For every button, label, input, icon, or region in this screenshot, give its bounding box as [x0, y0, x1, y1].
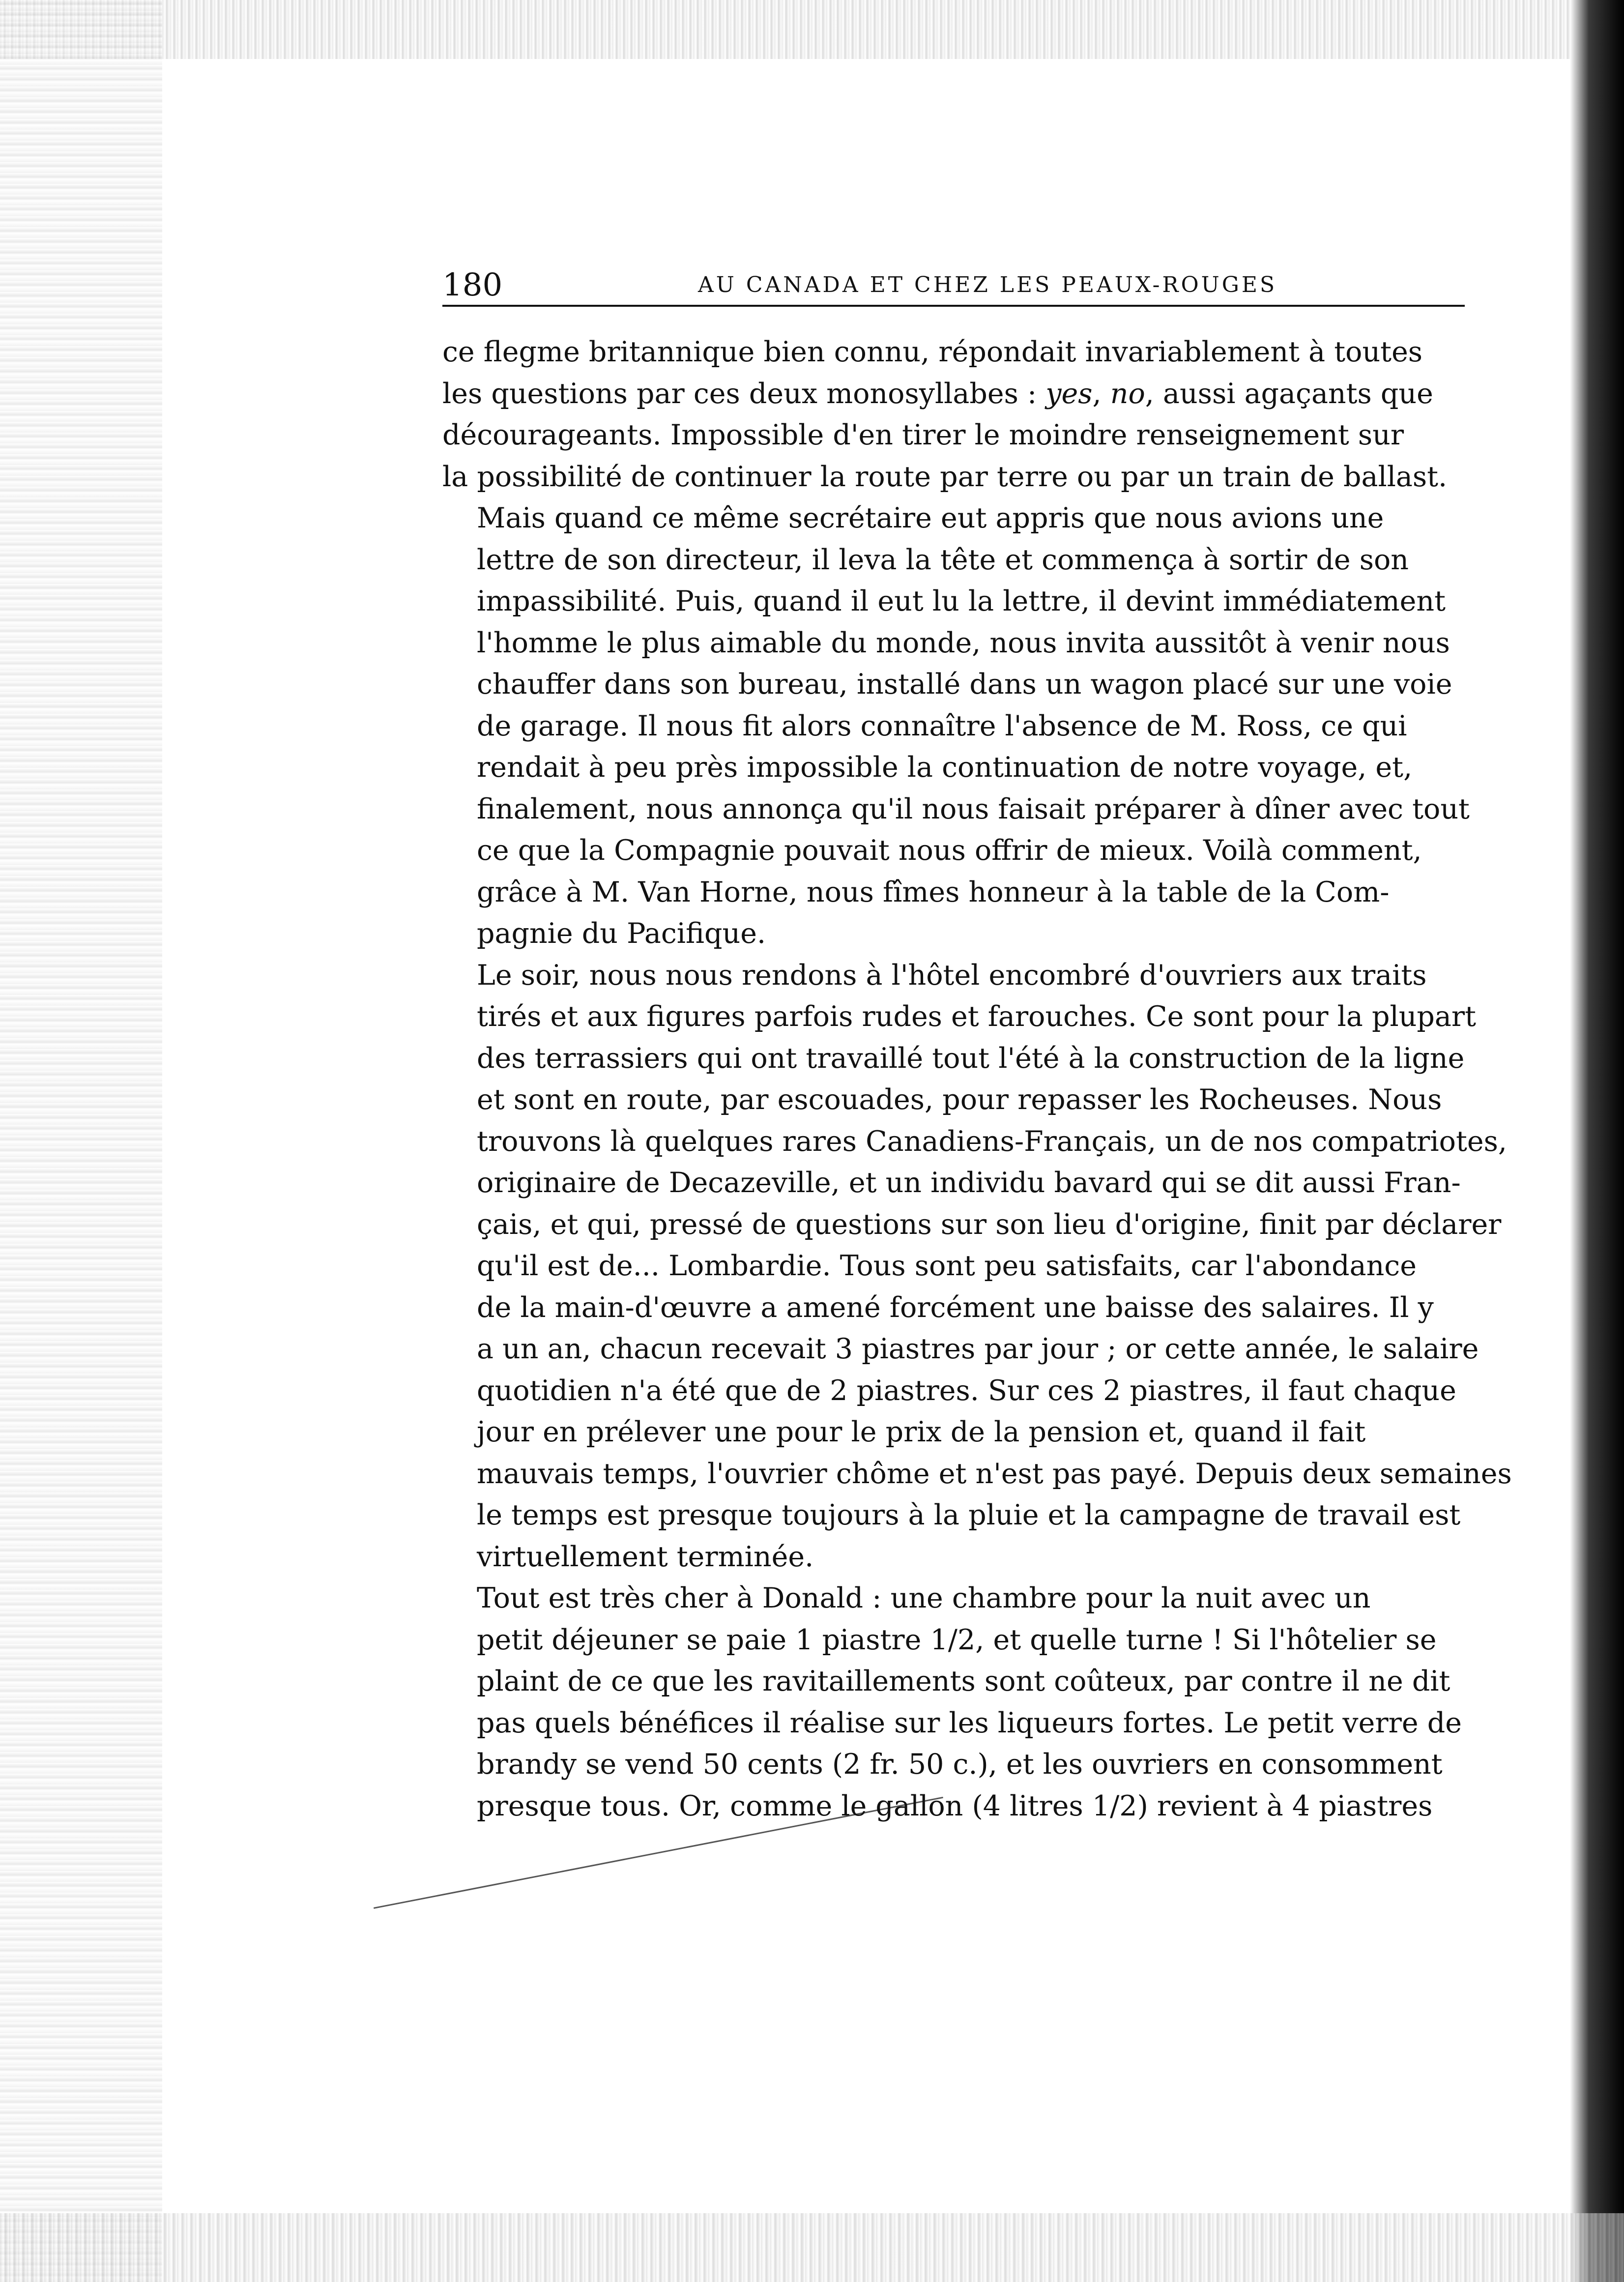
scan-edge-left	[0, 0, 162, 2282]
text-run: ,	[1092, 377, 1110, 410]
italic-word: yes	[1045, 377, 1093, 410]
paragraph-1	[442, 331, 1465, 497]
scan-edge-right	[1570, 0, 1624, 2282]
text-line: originaire de Decazeville, et un individu bavard qui se dit aussi Fran-	[477, 1167, 1461, 1199]
paragraph-4	[442, 1578, 1465, 1827]
text-line: brandy se vend 50 cents (2 fr. 50 c.), et les ouvriers en consomment	[477, 1748, 1443, 1781]
text-line: jour en prélever une pour le prix de la pension et, quand il fait	[477, 1416, 1366, 1448]
text-line: et sont en route, par escouades, pour repasser les Rocheuses. Nous	[477, 1083, 1442, 1116]
text-line: mauvais temps, l'ouvrier chôme et n'est pas payé. Depuis deux semaines	[477, 1457, 1512, 1490]
scan-edge-bottom	[0, 2213, 1624, 2282]
body-text	[442, 331, 1512, 1827]
text-line: décourageants. Impossible d'en tirer le moindre renseignement sur	[442, 419, 1404, 451]
text-line: finalement, nous annonça qu'il nous faisait préparer à dîner avec tout	[477, 792, 1470, 825]
text-line: tirés et aux figures parfois rudes et farouches. Ce sont pour la plupart	[477, 1000, 1477, 1033]
book-page	[442, 265, 1512, 1827]
text-run: les questions par ces deux monosyllabes :	[442, 377, 1046, 410]
text-line: lettre de son directeur, il leva la tête et commença à sortir de son	[477, 543, 1409, 576]
text-line: Le soir, nous nous rendons à l'hôtel encombré d'ouvriers aux traits	[477, 959, 1427, 992]
text-line: pas quels bénéfices il réalise sur les liqueurs fortes. Le petit verre de	[477, 1706, 1462, 1739]
text-line: ce que la Compagnie pouvait nous offrir de mieux. Voilà comment,	[477, 834, 1422, 867]
text-line	[442, 373, 1465, 415]
text-line: grâce à M. Van Horne, nous fîmes honneur à la table de la Com-	[477, 876, 1390, 908]
text-line: Mais quand ce même secrétaire eut appris que nous avions une	[477, 502, 1384, 534]
italic-word: no	[1110, 377, 1145, 410]
text-line: le temps est presque toujours à la pluie et la campagne de travail est	[477, 1499, 1461, 1531]
page-number: 180	[442, 267, 503, 303]
paragraph-2	[442, 497, 1470, 955]
text-line: de la main-d'œuvre a amené forcément une baisse des salaires. Il y	[477, 1291, 1434, 1324]
text-line: plaint de ce que les ravitaillements sont coûteux, par contre il ne dit	[477, 1665, 1450, 1697]
text-line: la possibilité de continuer la route par terre ou par un train de ballast.	[442, 460, 1448, 493]
text-line: l'homme le plus aimable du monde, nous invita aussitôt à venir nous	[477, 626, 1450, 659]
text-line: chauffer dans son bureau, installé dans un wagon placé sur une voie	[477, 668, 1452, 701]
text-line: de garage. Il nous fit alors connaître l'absence de M. Ross, ce qui	[477, 709, 1407, 742]
text-line: petit déjeuner se paie 1 piastre 1/2, et quelle turne ! Si l'hôtelier se	[477, 1623, 1437, 1656]
text-line: des terrassiers qui ont travaillé tout l'été à la construction de la ligne	[477, 1042, 1465, 1075]
running-title: AU CANADA ET CHEZ LES PEAUX-ROUGES	[698, 272, 1277, 297]
paragraph-3	[442, 955, 1512, 1578]
text-line: Tout est très cher à Donald : une chambre pour la nuit avec un	[477, 1582, 1371, 1614]
text-line: rendait à peu près impossible la continuation de notre voyage, et,	[477, 751, 1413, 784]
scan-edge-top	[0, 0, 1624, 59]
text-line: ce flegme britannique bien connu, répondait invariablement à toutes	[442, 336, 1423, 368]
text-line: qu'il est de... Lombardie. Tous sont peu satisfaits, car l'abondance	[477, 1250, 1417, 1282]
text-line: a un an, chacun recevait 3 piastres par jour ; or cette année, le salaire	[477, 1333, 1479, 1365]
text-line: çais, et qui, pressé de questions sur son lieu d'origine, finit par déclarer	[477, 1208, 1502, 1241]
text-line: quotidien n'a été que de 2 piastres. Sur ces 2 piastres, il faut chaque	[477, 1374, 1456, 1407]
text-line: presque tous. Or, comme le gallon (4 litres 1/2) revient à 4 piastres	[477, 1789, 1433, 1822]
text-line: virtuellement terminée.	[477, 1540, 814, 1573]
text-line: trouvons là quelques rares Canadiens-Français, un de nos compatriotes,	[477, 1125, 1507, 1158]
running-head	[442, 265, 1465, 307]
text-line: pagnie du Pacifique.	[477, 917, 766, 950]
text-line: impassibilité. Puis, quand il eut lu la lettre, il devint immédiatement	[477, 585, 1446, 617]
text-run: , aussi agaçants que	[1145, 377, 1433, 410]
